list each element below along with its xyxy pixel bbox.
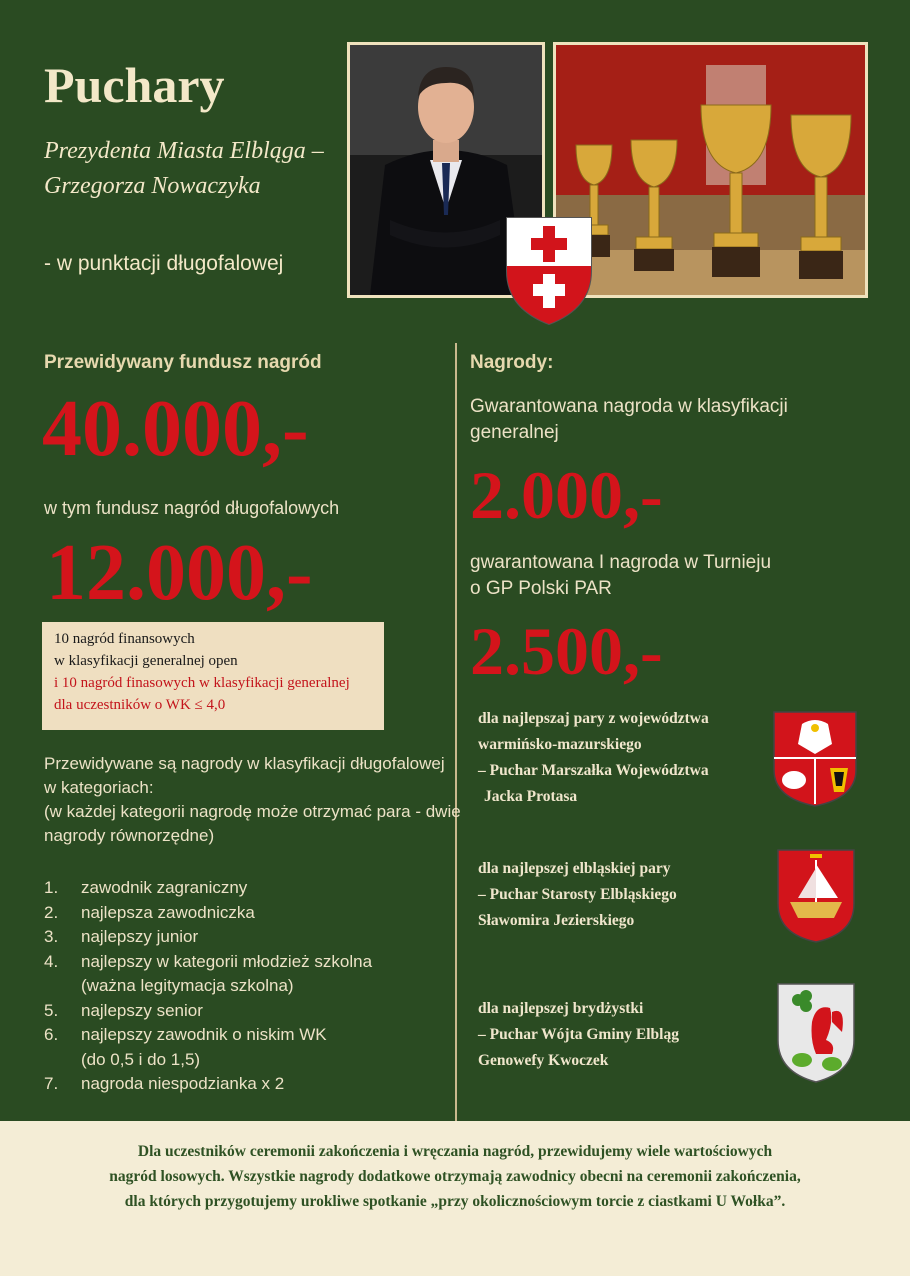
list-item: 6. najlepszy zawodnik o niskim WK (44, 1025, 327, 1044)
footer-line: Dla uczestników ceremonii zakończenia i wręczania nagród, przewidujemy wiele wartościowych (137, 1143, 773, 1160)
award-warmia (478, 706, 709, 810)
gp-award-label (470, 550, 771, 602)
intro-line: Przewidywane są nagrody w klasyfikacji długofalowej (44, 754, 445, 773)
box-line: i 10 nagród finasowych w klasyfikacji generalnej (54, 675, 350, 691)
gp-award-amount: 2.500,- (470, 613, 663, 689)
general-award-label (470, 394, 788, 446)
fund-long-amount: 12.000,- (46, 529, 313, 617)
intro-line: (w każdej kategorii nagrodę może otrzymać para - dwie (44, 802, 461, 821)
award-line: – Puchar Starosty Elbląskiego (478, 886, 677, 903)
list-item: 2. najlepsza zawodniczka (44, 902, 255, 922)
gmina-elblag-coat-of-arms-icon (776, 982, 856, 1084)
fund-total-amount: 40.000,- (42, 385, 309, 473)
award-elblag-pair (478, 856, 677, 934)
list-item: 5. najlepszy senior (44, 1000, 203, 1020)
warmia-mazury-coat-of-arms-icon (772, 710, 858, 808)
column-divider (455, 343, 457, 1121)
fund-long-label: w tym fundusz nagród długofalowych (44, 498, 340, 518)
box-line: 10 nagród finansowych (54, 631, 195, 647)
label-line: generalnej (470, 422, 559, 443)
categories-intro (44, 752, 461, 848)
award-line: – Puchar Wójta Gminy Elbląg (478, 1026, 679, 1043)
fund-heading: Przewidywany fundusz nagród (44, 352, 322, 373)
award-line: dla najlepszej brydżystki (478, 1000, 644, 1017)
list-item: (do 0,5 i do 1,5) (81, 1049, 201, 1069)
list-item: 3. najlepszy junior (44, 927, 199, 946)
list-item: 4. najlepszy w kategorii młodzież szkolna (44, 951, 373, 971)
box-line: w klasyfikacji generalnej open (54, 653, 238, 669)
subtitle-line: Prezydenta Miasta Elbląga – (44, 138, 324, 164)
intro-line: nagrody równorzędne) (44, 826, 215, 845)
award-line: Jacka Protasa (484, 788, 578, 805)
categories-list (44, 876, 372, 1097)
prize-info-box (42, 622, 384, 730)
box-line: dla uczestników o WK ≤ 4,0 (54, 697, 226, 713)
footer-note (30, 1139, 880, 1214)
footer-line: nagród losowych. Wszystkie nagrody dodatkowe otrzymają zawodnicy obecni na ceremonii zakończenia, (109, 1168, 801, 1185)
footer-band (0, 1121, 910, 1276)
general-award-amount: 2.000,- (470, 457, 663, 533)
page-title: Puchary (44, 57, 225, 113)
page-subtitle (44, 134, 344, 204)
list-item: 7. nagroda niespodzianka x 2 (44, 1074, 285, 1093)
trophies-illustration (556, 45, 865, 295)
powiat-elblaski-coat-of-arms-icon (776, 848, 856, 944)
award-line: warmińsko-mazurskiego (478, 736, 642, 753)
award-line: dla najlepszaj pary z województwa (478, 710, 709, 727)
label-line: Gwarantowana nagroda w klasyfikacji (470, 396, 788, 417)
photo-trophies (553, 42, 868, 298)
intro-line: w kategoriach: (44, 778, 154, 797)
subtitle-line: Grzegorza Nowaczyka (44, 173, 261, 199)
elblag-coat-of-arms-icon (505, 216, 593, 326)
awards-heading: Nagrody: (470, 352, 554, 373)
award-line: dla najlepszej elbląskiej pary (478, 860, 671, 877)
award-best-female (478, 996, 679, 1074)
label-line: gwarantowana I nagroda w Turnieju (470, 552, 772, 573)
label-line: o GP Polski PAR (470, 578, 612, 599)
award-line: – Puchar Marszałka Województwa (478, 762, 709, 779)
list-item: (ważna legitymacja szkolna) (81, 976, 294, 995)
footer-line: dla których przygotujemy urokliwe spotkanie „przy okolicznościowym torcie z ciastkami U Wołka”. (124, 1193, 786, 1210)
punktacja-label: - w punktacji długofalowej (44, 252, 284, 275)
award-line: Sławomira Jezierskiego (478, 912, 635, 929)
award-line: Genowefy Kwoczek (478, 1052, 609, 1069)
list-item: 1. zawodnik zagraniczny (44, 878, 248, 897)
